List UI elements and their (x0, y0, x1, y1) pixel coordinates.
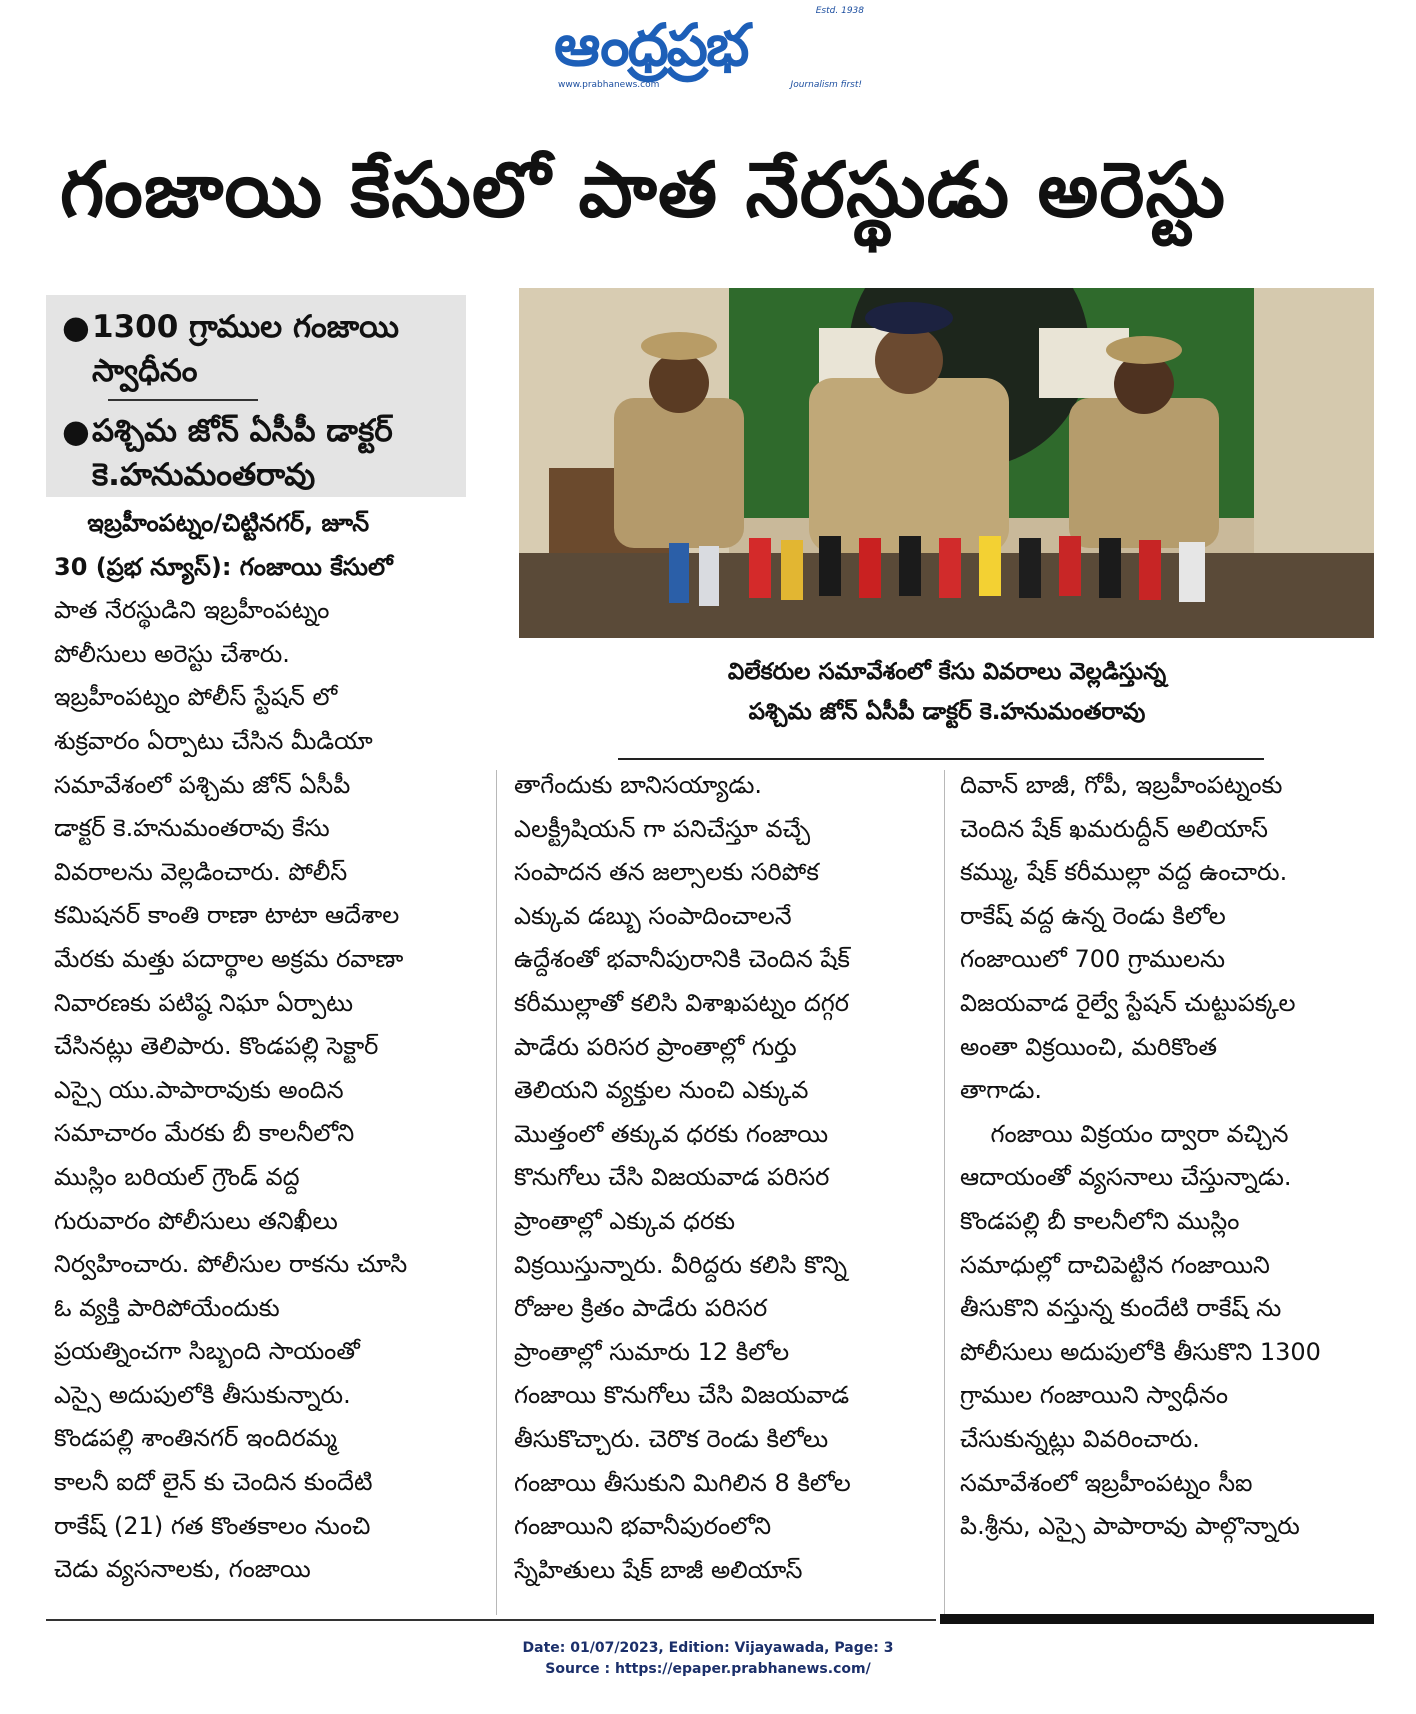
caption-line-1: విలేకరుల సమావేశంలో కేసు వివరాలు వెల్లడిస్తున్న (727, 659, 1167, 685)
article-line: ముస్లిం బరియల్ గ్రౌండ్ వద్ద (54, 1162, 300, 1191)
article-line: నివారణకు పటిష్ఠ నిఘా ఏర్పాటు (54, 988, 354, 1017)
article-line: ఇబ్రహీంపట్నం పోలీస్ స్టేషన్ లో (54, 683, 338, 712)
article-column-2 (514, 764, 934, 1592)
article-line: గురువారం పోలీసులు తనిఖీలు (54, 1206, 338, 1235)
article-line: చెడు వ్యసనాలకు, గంజాయి (54, 1555, 311, 1584)
article-line: రాకేష్ వద్ద ఉన్న రెండు కిలోల (960, 901, 1226, 930)
article-line: తాగేందుకు బానిసయ్యాడు. (514, 771, 763, 799)
article-line: రోజుల క్రితం పాడేరు పరిసర (514, 1294, 768, 1323)
bottom-bar (940, 1614, 1374, 1624)
caption-divider (618, 758, 1264, 760)
highlight-text: 1300 గ్రాముల గంజాయి స్వాధీనం (92, 309, 400, 389)
article-line: సమాధుల్లో దాచిపెట్టిన గంజాయిని (960, 1250, 1270, 1279)
masthead-estd: Estd. 1938 (815, 6, 864, 16)
footer-date-line: Date: 01/07/2023, Edition: Vijayawada, Page: 3 (522, 1640, 894, 1656)
article-line: డాక్టర్ కె.హనుమంతరావు కేసు (54, 814, 330, 843)
article-line: సంపాదన తన జల్సాలకు సరిపోక (514, 858, 819, 887)
article-line: ఎస్సై యు.పాపారావుకు అందిన (54, 1075, 344, 1104)
article-line: ఓ వ్యక్తి పారిపోయేందుకు (54, 1293, 280, 1322)
article-line: వివరాలను వెల్లడించారు. పోలీస్ (54, 857, 348, 886)
article-line: పాత నేరస్థుడిని ఇబ్రహీంపట్నం (54, 596, 330, 625)
article-line: ఉద్దేశంతో భవానీపురానికి చెందిన షేక్ (514, 945, 850, 974)
article-line: కొండపల్లి బీ కాలనీలోని ముస్లిం (960, 1206, 1240, 1235)
article-line: కమిషనర్ కాంతి రాణా టాటా ఆదేశాల (54, 901, 400, 930)
highlights-box (46, 295, 466, 497)
masthead-url: www.prabhanews.com (558, 80, 660, 90)
article-line: కరీముల్లాతో కలిసి విశాఖపట్నం దగ్గర (514, 988, 850, 1017)
bullet-icon: ● (62, 412, 90, 450)
article-line: ఇబ్రహీంపట్నం/చిట్టినగర్, జూన్ (54, 509, 370, 537)
article-line: గంజాయిని భవానీపురంలోని (514, 1512, 772, 1541)
article-line: మొత్తంలో తక్కువ ధరకు గంజాయి (514, 1119, 829, 1148)
article-line: ప్రాంతాల్లో సుమారు 12 కిలోల (514, 1337, 790, 1366)
article-line: తీసుకొని వస్తున్న కుందేటి రాకేష్ ను (960, 1294, 1282, 1323)
article-column-1 (54, 502, 474, 1592)
article-line: గంజాయిలో 700 గ్రాములను (960, 945, 1226, 974)
article-line: తాగాడు. (960, 1076, 1043, 1105)
article-line: విక్రయిస్తున్నారు. వీరిద్దరు కలిసి కొన్ని (514, 1250, 848, 1279)
article-line: గంజాయి తీసుకుని మిగిలిన 8 కిలోల (514, 1468, 851, 1497)
article-line: స్నేహితులు షేక్ బాజీ అలియాస్ (514, 1555, 803, 1584)
photo-caption (520, 652, 1374, 732)
bottom-rule (46, 1619, 936, 1621)
article-line: సమావేశంలో పశ్చిమ జోన్ ఏసీపీ (54, 770, 351, 799)
article-headline: గంజాయి కేసులో పాత నేరస్థుడు అరెస్టు (60, 145, 1227, 234)
newspaper-logo: ఆంధ్రప్రభ (554, 11, 748, 79)
highlight-divider (108, 399, 258, 401)
article-line: కాలనీ ఐదో లైన్ కు చెందిన కుందేటి (54, 1468, 373, 1497)
highlight-text: పశ్చిమ జోన్ ఏసీపీ డాక్టర్ కె.హనుమంతరావు (92, 413, 393, 493)
article-line: చేసుకున్నట్లు వివరించారు. (960, 1424, 1200, 1453)
article-line: శుక్రవారం ఏర్పాటు చేసిన మీడియా (54, 726, 373, 755)
article-line: ఎస్సై అదుపులోకి తీసుకున్నారు. (54, 1380, 351, 1409)
article-line: నిర్వహించారు. పోలీసుల రాకను చూసి (54, 1250, 408, 1279)
article-line: పోలీసులు అదుపులోకి తీసుకొని 1300 (960, 1337, 1321, 1366)
source-footer (0, 1638, 1416, 1680)
article-line: తీసుకొచ్చారు. చెరొక రెండు కిలోలు (514, 1424, 829, 1453)
newspaper-masthead (540, 6, 870, 96)
article-line: కొనుగోలు చేసి విజయవాడ పరిసర (514, 1163, 830, 1192)
highlight-item (62, 305, 450, 393)
article-line: ప్రయత్నించగా సిబ్బంది సాయంతో (54, 1337, 360, 1366)
article-line: తెలియని వ్యక్తుల నుంచి ఎక్కువ (514, 1076, 809, 1105)
article-line: గ్రాముల గంజాయిని స్వాధీనం (960, 1381, 1229, 1410)
press-meet-photo (519, 288, 1374, 638)
article-line: దివాన్ బాజీ, గోపీ, ఇబ్రహీంపట్నంకు (960, 771, 1283, 799)
article-line: ఆదాయంతో వ్యసనాలు చేస్తున్నాడు. (960, 1163, 1292, 1192)
masthead-tagline: Journalism first! (790, 80, 862, 90)
article-line: గంజాయి విక్రయం ద్వారా వచ్చిన (960, 1119, 1289, 1148)
article-line: ఎక్కువ డబ్బు సంపాదించాలనే (514, 901, 792, 930)
article-line: మేరకు మత్తు పదార్థాల అక్రమ రవాణా (54, 944, 404, 973)
article-line: ప్రాంతాల్లో ఎక్కువ ధరకు (514, 1206, 736, 1235)
footer-source-line: Source : https://epaper.prabhanews.com/ (545, 1661, 871, 1677)
article-line: సమాచారం మేరకు బీ కాలనీలోని (54, 1119, 355, 1148)
article-line: చెందిన షేక్ ఖమరుద్దీన్ అలియాస్ (960, 814, 1269, 843)
article-line: పి.శ్రీను, ఎస్సై పాపారావు పాల్గొన్నారు (960, 1512, 1300, 1541)
article-line: ఎలక్ట్రీషియన్ గా పనిచేస్తూ వచ్చే (514, 814, 811, 843)
article-line: కమ్ము, షేక్ కరీముల్లా వద్ద ఉంచారు. (960, 858, 1288, 887)
highlight-item (62, 409, 450, 497)
article-line: సమావేశంలో ఇబ్రహీంపట్నం సీఐ (960, 1468, 1253, 1497)
article-line: గంజాయి కొనుగోలు చేసి విజయవాడ (514, 1381, 850, 1410)
article-line: విజయవాడ రైల్వే స్టేషన్ చుట్టుపక్కల (960, 988, 1296, 1017)
article-line: కొండపల్లి శాంతినగర్ ఇందిరమ్మ (54, 1424, 337, 1453)
article-line: అంతా విక్రయించి, మరికొంత (960, 1032, 1218, 1061)
caption-line-2: పశ్చిమ జోన్ ఏసీపీ డాక్టర్ కె.హనుమంతరావు (748, 699, 1146, 725)
column-divider (496, 770, 497, 1615)
article-line: చేసినట్లు తెలిపారు. కొండపల్లి సెక్టార్ (54, 1032, 379, 1061)
column-divider (944, 770, 945, 1615)
bullet-icon: ● (62, 308, 90, 346)
article-line: పాడేరు పరిసర ప్రాంతాల్లో గుర్తు (514, 1032, 797, 1061)
article-line: 30 (ప్రభ న్యూస్): గంజాయి కేసులో (54, 552, 393, 581)
article-line: పోలీసులు అరెస్టు చేశారు. (54, 639, 290, 668)
article-column-3 (960, 764, 1370, 1549)
article-line: రాకేష్ (21) గత కొంతకాలం నుంచి (54, 1511, 371, 1540)
